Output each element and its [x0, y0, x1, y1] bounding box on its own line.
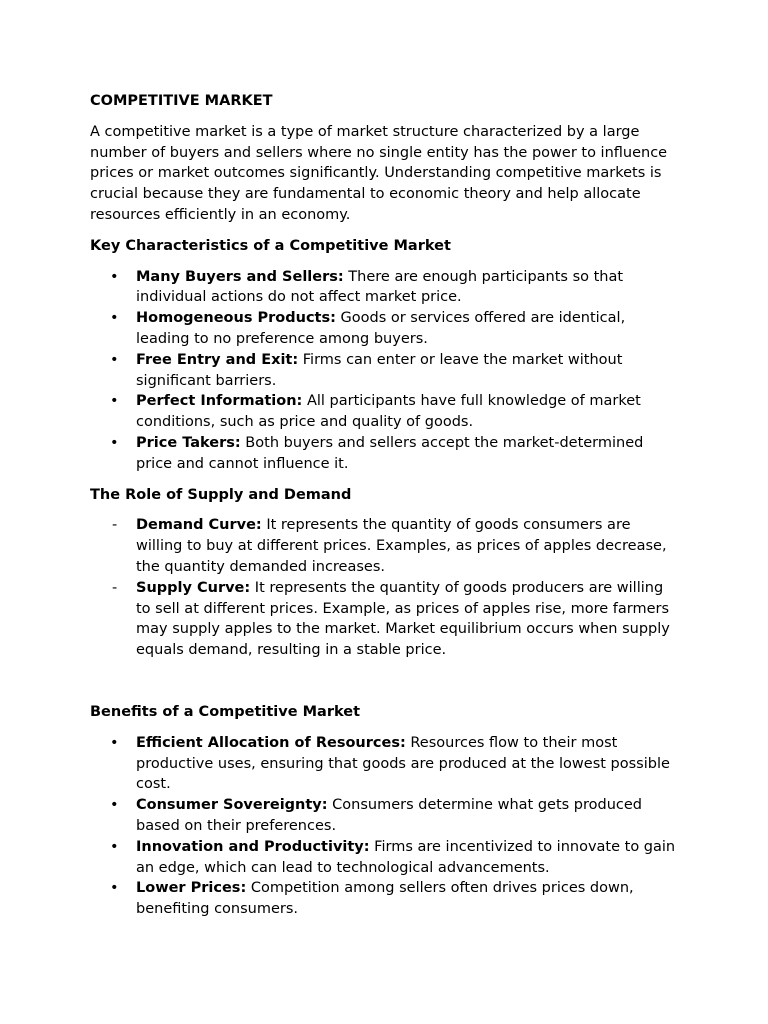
list-item — [90, 733, 680, 795]
item-term: Innovation and Productivity: — [136, 838, 370, 855]
item-term: Lower Prices: — [136, 880, 247, 897]
bullet-marker: • — [110, 434, 119, 451]
characteristics-list — [90, 267, 680, 475]
item-text: There are enough participants so that individual actions do not affect market price. — [136, 268, 624, 306]
list-item — [90, 795, 680, 837]
bullet-marker: • — [110, 310, 119, 327]
bullet-marker: • — [110, 880, 119, 897]
list-item — [90, 878, 680, 920]
item-term: Price Takers: — [136, 434, 241, 451]
list-item — [90, 391, 680, 433]
list-item — [90, 267, 680, 309]
document-body — [90, 91, 680, 930]
item-text: Consumers determine what gets produced based on their preferences. — [136, 797, 642, 834]
spacer — [90, 671, 680, 702]
list-item — [90, 350, 680, 392]
list-item — [90, 308, 680, 350]
item-text: Both buyers and sellers accept the market-determined price and cannot influence it. — [136, 434, 644, 472]
benefits-list — [90, 733, 680, 920]
item-text: All participants have full knowledge of market conditions, such as price and quality of goods. — [136, 393, 641, 431]
item-text: Firms are incentivized to innovate to gain an edge, which can lead to technological advancements. — [136, 838, 676, 876]
bullet-marker: • — [110, 268, 119, 285]
item-term: Efficient Allocation of Resources: — [136, 734, 406, 751]
bullet-marker: • — [110, 797, 119, 814]
bullet-marker: • — [110, 734, 119, 751]
item-term: Consumer Sovereignty: — [136, 797, 328, 814]
item-text: It represents the quantity of goods consumers are willing to buy at different prices. Examples, as prices of apples decrease, the quantity demanded increases. — [136, 517, 667, 575]
item-term: Many Buyers and Sellers: — [136, 268, 344, 285]
list-item — [90, 837, 680, 879]
supply-demand-heading: The Role of Supply and Demand — [90, 486, 352, 503]
benefits-heading: Benefits of a Competitive Market — [90, 703, 360, 720]
item-term: Free Entry and Exit: — [136, 351, 299, 368]
item-text: Resources flow to their most productive uses, ensuring that goods are produced at the lowest possible cost. — [136, 734, 670, 793]
item-term: Perfect Information: — [136, 393, 303, 410]
characteristics-heading: Key Characteristics of a Competitive Market — [90, 237, 451, 254]
item-term: Demand Curve: — [136, 517, 262, 534]
item-text: Goods or services offered are identical, leading to no preference among buyers. — [136, 310, 626, 347]
supply-demand-list — [90, 515, 680, 661]
item-term: Homogeneous Products: — [136, 310, 336, 327]
list-item — [90, 578, 680, 661]
item-text: Competition among sellers often drives prices down, benefiting consumers. — [136, 880, 634, 918]
item-term: Supply Curve: — [136, 579, 251, 596]
dash-marker: - — [112, 579, 118, 596]
document-title: COMPETITIVE MARKET — [90, 93, 273, 109]
bullet-marker: • — [110, 393, 119, 410]
item-text: It represents the quantity of goods producers are willing to sell at different prices. Example, as prices of apples rise, more farmers may supply apples to the market. Market equilibrium occurs when supply equals demand, resulting in a stable price. — [136, 579, 670, 659]
dash-marker: - — [112, 517, 118, 534]
list-item — [90, 515, 680, 577]
list-item — [90, 433, 680, 475]
bullet-marker: • — [110, 351, 119, 368]
item-text: Firms can enter or leave the market without significant barriers. — [136, 351, 623, 389]
intro-paragraph: A competitive market is a type of market structure characterized by a large number of buyers and sellers where no single entity has the power to influence prices or market outcomes significantly. Understanding competitive markets is crucial because they are fundamental to economic theory and help allocate resources efficiently in an economy. — [90, 123, 668, 223]
bullet-marker: • — [110, 838, 119, 855]
